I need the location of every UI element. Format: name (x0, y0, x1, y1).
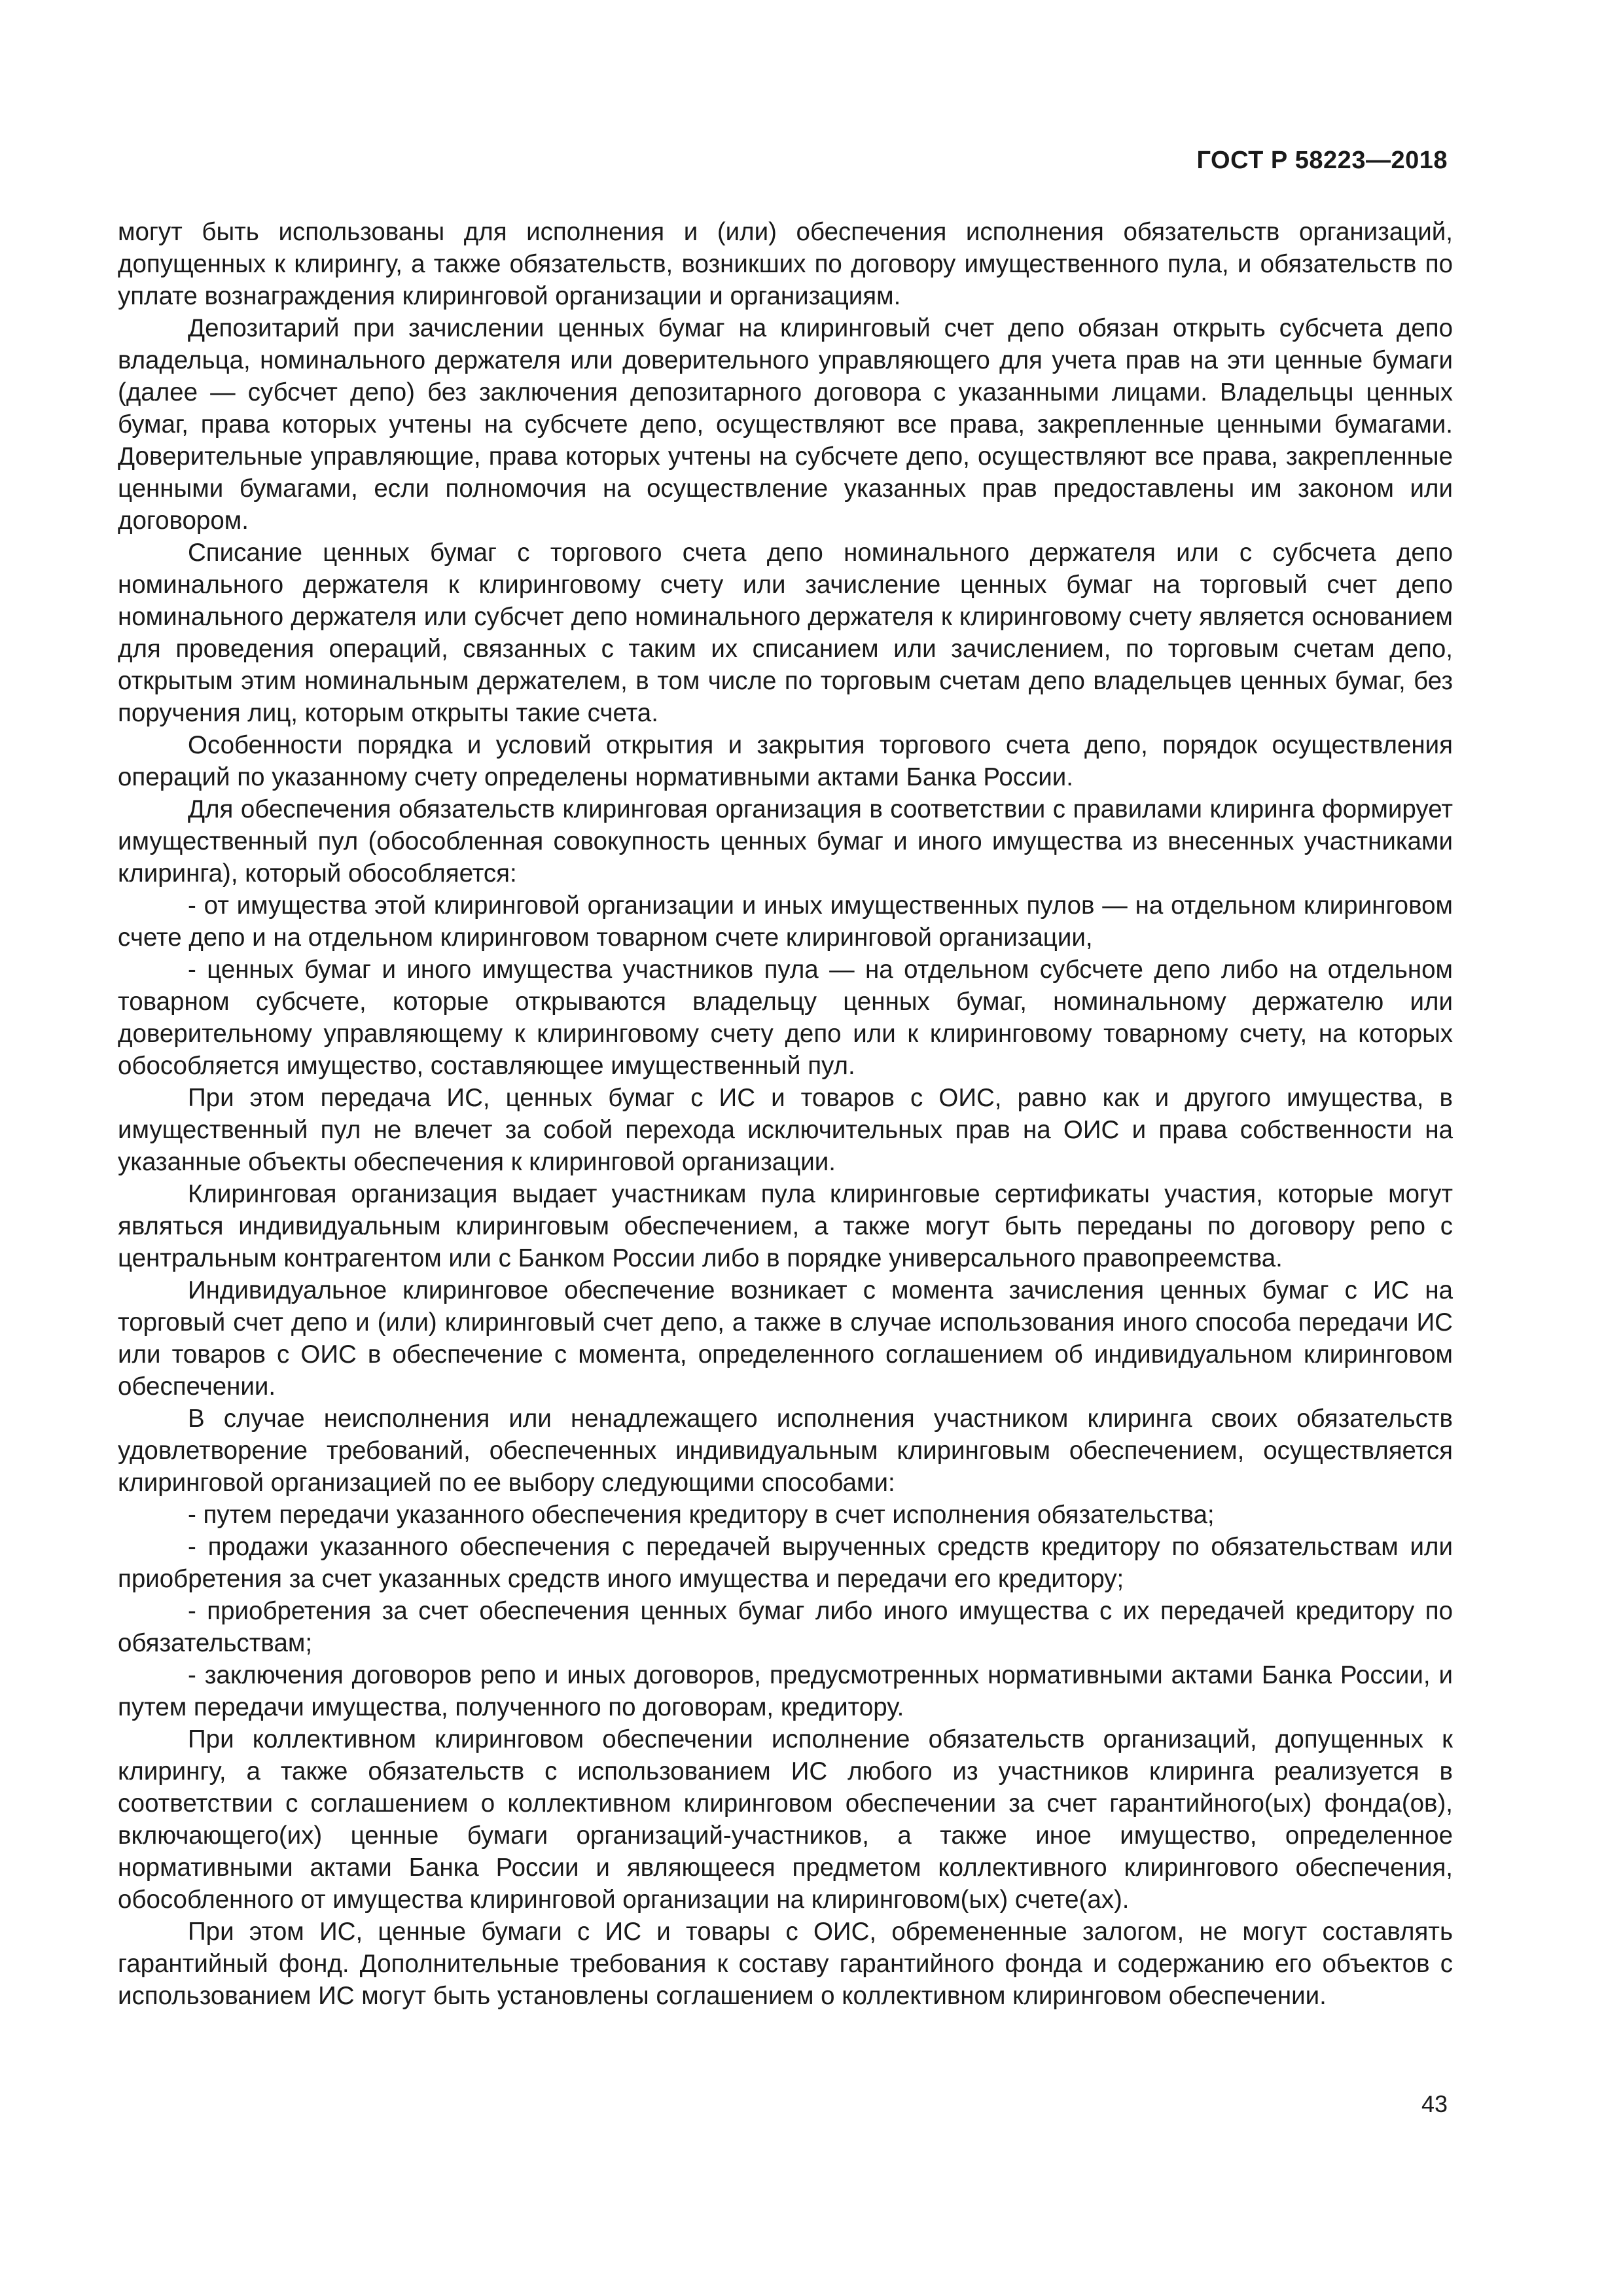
paragraph: Особенности порядка и условий открытия и закрытия торгового счета депо, порядок осуществления операций по указанному счету определены нормативными актами Банка России. (118, 731, 1453, 791)
list-item: - путем передачи указанного обеспечения кредитору в счет исполнения обязательства; (188, 1501, 1215, 1529)
list-item: - от имущества этой клиринговой организации и иных имущественных пулов — на отдельном клиринговом счете депо и на отдельном клиринговом товарном счете клиринговой организации, (118, 891, 1453, 952)
paragraph: В случае неисполнения или ненадлежащего исполнения участником клиринга своих обязательств удовлетворение требований, обеспеченных индивидуальным клиринговым обеспечением, осуществляется клиринговой организацией по ее выбору следующими способами: (118, 1405, 1453, 1497)
paragraph: Клиринговая организация выдает участникам пула клиринговые сертификаты участия, которые могут являться индивидуальным клиринговым обеспечением, а также могут быть переданы по договору репо с центральным контрагентом или с Банком России либо в порядке универсального правопреемства. (118, 1180, 1453, 1272)
list-item: - продажи указанного обеспечения с передачей вырученных средств кредитору по обязательствам или приобретения за счет указанных средств иного имущества и передачи его кредитору; (118, 1533, 1453, 1593)
paragraph: При этом передача ИС, ценных бумаг с ИС и товаров с ОИС, равно как и другого имущества, в имущественный пул не влечет за собой перехода исключительных прав на ОИС и права собственности на указанные объекты обеспечения к клиринговой организации. (118, 1084, 1453, 1176)
paragraph: Депозитарий при зачислении ценных бумаг на клиринговый счет депо обязан открыть субсчета депо владельца, номинального держателя или доверительного управляющего для учета прав на эти ценные бумаги (далее — субсчет депо) без заключения депозитарного договора с указанными лицами. Владельцы ценных бумаг, права которых учтены на субсчете депо, осуществляют все права, закрепленные ценными бумагами. Доверительные управляющие, права которых учтены на субсчете депо, осуществляют все права, закрепленные ценными бумагами, если полномочия на осуществление указанных прав предоставлены им законом или договором. (118, 314, 1453, 535)
list-item: - ценных бумаг и иного имущества участников пула — на отдельном субсчете депо либо на отдельном товарном субсчете, которые открываются владельцу ценных бумаг, номинальному держателю или доверительному управляющему к клиринговому счету депо или к клиринговому товарному счету, на которых обособляется имущество, составляющее имущественный пул. (118, 956, 1453, 1080)
paragraph-continuation: могут быть использованы для исполнения и (или) обеспечения исполнения обязательств организаций, допущенных к клирингу, а также обязательств, возникших по договору имущественного пула, и обязательств по уплате вознаграждения клиринговой организации и организациям. (118, 218, 1453, 310)
paragraph: Для обеспечения обязательств клиринговая организация в соответствии с правилами клиринга формирует имущественный пул (обособленная совокупность ценных бумаг и иного имущества из внесенных участниками клиринга), который обособляется: (118, 795, 1453, 888)
document-header: ГОСТ Р 58223—2018 (1196, 147, 1448, 174)
list-item: - приобретения за счет обеспечения ценных бумаг либо иного имущества с их передачей кредитору по обязательствам; (118, 1597, 1453, 1657)
page-number: 43 (1421, 2090, 1448, 2117)
list-item: - заключения договоров репо и иных договоров, предусмотренных нормативными актами Банка России, и путем передачи имущества, полученного по договорам, кредитору. (118, 1661, 1453, 1721)
paragraph: При коллективном клиринговом обеспечении исполнение обязательств организаций, допущенных к клирингу, а также обязательств с использованием ИС любого из участников клиринга реализуется в соответствии с соглашением о коллективном клиринговом обеспечении за счет гарантийного(ых) фонда(ов), включающего(их) ценные бумаги организаций-участников, а также иное имущество, определенное нормативными актами Банка России и являющееся предметом коллективного клирингового обеспечения, обособленного от имущества клиринговой организации на клиринговом(ых) счете(ах). (118, 1725, 1453, 1914)
paragraph: Списание ценных бумаг с торгового счета депо номинального держателя или с субсчета депо номинального держателя к клиринговому счету или зачисление ценных бумаг на торговый счет депо номинального держателя или субсчет депо номинального держателя к клиринговому счету является основанием для проведения операций, связанных с таким их списанием или зачислением, по торговым счетам депо, открытым этим номинальным держателем, в том числе по торговым счетам депо владельцев ценных бумаг, без поручения лиц, которым открыты такие счета. (118, 539, 1453, 727)
paragraph: При этом ИС, ценные бумаги с ИС и товары с ОИС, обремененные залогом, не могут составлять гарантийный фонд. Дополнительные требования к составу гарантийного фонда и содержанию его объектов с использованием ИС могут быть установлены соглашением о коллективном клиринговом обеспечении. (118, 1918, 1453, 2010)
paragraph: Индивидуальное клиринговое обеспечение возникает с момента зачисления ценных бумаг с ИС на торговый счет депо и (или) клиринговый счет депо, а также в случае использования иного способа передачи ИС или товаров с ОИС в обеспечение с момента, определенного соглашением об индивидуальном клиринговом обеспечении. (118, 1276, 1453, 1401)
page-body (118, 216, 1453, 2012)
